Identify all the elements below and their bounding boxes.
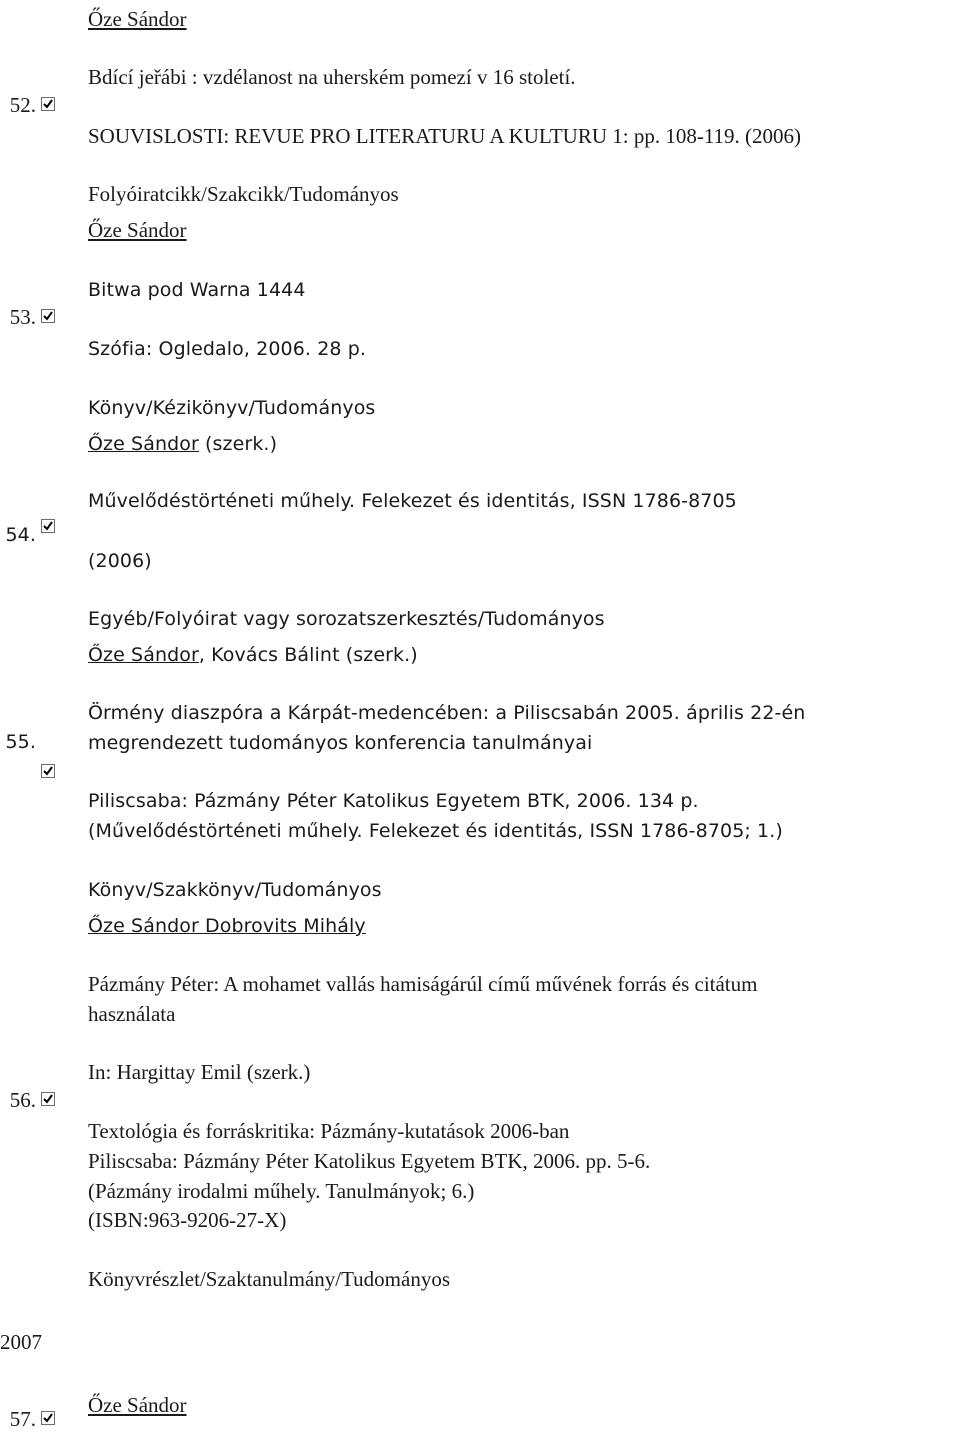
entry-type: Könyvrészlet/Szaktanulmány/Tudományos — [88, 1267, 451, 1291]
entry-type: Egyéb/Folyóirat vagy sorozatszerkesztés/Tudományos — [88, 608, 605, 630]
checkbox-icon[interactable] — [41, 309, 55, 323]
entry-title: Örmény diaszpóra a Kárpát-medencében: a Piliscsabán 2005. április 22-én — [88, 702, 806, 724]
entry-series: (Pázmány irodalmi műhely. Tanulmányok; 6.) — [88, 1179, 475, 1203]
entry-number: 52. — [9, 93, 36, 117]
author-role: (szerk.) — [198, 433, 278, 455]
entry-type: Folyóiratcikk/Szakcikk/Tudományos — [88, 182, 399, 206]
entry-type: Könyv/Szakkönyv/Tudományos — [88, 879, 382, 901]
entry-title-cont: megrendezett tudományos konferencia tanulmányai — [88, 732, 593, 754]
author-role: , Kovács Bálint (szerk.) — [198, 644, 418, 666]
author-link[interactable]: Őze Sándor — [88, 644, 199, 666]
entry-title: Művelődéstörténeti műhely. Felekezet és identitás, ISSN 1786-8705 — [88, 490, 737, 512]
entry-source: Piliscsaba: Pázmány Péter Katolikus Egyetem BTK, 2006. 134 p. — [88, 790, 699, 812]
entry-number: 56. — [9, 1088, 36, 1112]
entry-book-title: Textológia és forráskritika: Pázmány-kutatások 2006-ban — [88, 1119, 570, 1143]
entry-number: 54. — [5, 524, 36, 546]
entry-number: 53. — [9, 305, 36, 329]
entry-number: 55. — [5, 731, 36, 753]
author-link[interactable]: Őze Sándor — [88, 7, 187, 31]
year-heading: 2007 — [0, 1330, 42, 1354]
entry-title: Bitwa pod Warna 1444 — [88, 279, 306, 301]
entry-author — [88, 429, 277, 459]
entry-title: Pázmány Péter: A mohamet vallás hamiságárúl című művének forrás és citátum — [88, 972, 758, 996]
entry-in: In: Hargittay Emil (szerk.) — [88, 1060, 311, 1084]
checkbox-icon[interactable] — [41, 97, 55, 111]
author-link[interactable]: Őze Sándor Dobrovits Mihály — [88, 915, 366, 937]
checkbox-icon[interactable] — [41, 764, 55, 778]
entry-title: Bdící jeřábi : vzdélanost na uherském pomezí v 16 století. — [88, 65, 576, 89]
entry-source: Szófia: Ogledalo, 2006. 28 p. — [88, 338, 367, 360]
entry-isbn: (ISBN:963-9206-27-X) — [88, 1208, 287, 1232]
entry-series: (Művelődéstörténeti műhely. Felekezet és identitás, ISSN 1786-8705; 1.) — [88, 820, 783, 842]
author-link[interactable]: Őze Sándor — [88, 218, 187, 242]
entry-title-cont: használata — [88, 1002, 176, 1026]
checkbox-icon[interactable] — [41, 1411, 55, 1425]
entry-source: SOUVISLOSTI: REVUE PRO LITERATURU A KULTURU 1: pp. 108-119. (2006) — [88, 124, 802, 148]
entry-type: Könyv/Kézikönyv/Tudományos — [88, 397, 376, 419]
author-link[interactable]: Őze Sándor — [88, 1393, 187, 1417]
entry-title-cont: (2006) — [88, 550, 152, 572]
entry-source: Piliscsaba: Pázmány Péter Katolikus Egyetem BTK, 2006. pp. 5-6. — [88, 1149, 651, 1173]
checkbox-icon[interactable] — [41, 519, 55, 533]
author-link[interactable]: Őze Sándor — [88, 433, 199, 455]
checkbox-icon[interactable] — [41, 1092, 55, 1106]
entry-author — [88, 640, 418, 670]
entry-number: 57. — [9, 1407, 36, 1431]
